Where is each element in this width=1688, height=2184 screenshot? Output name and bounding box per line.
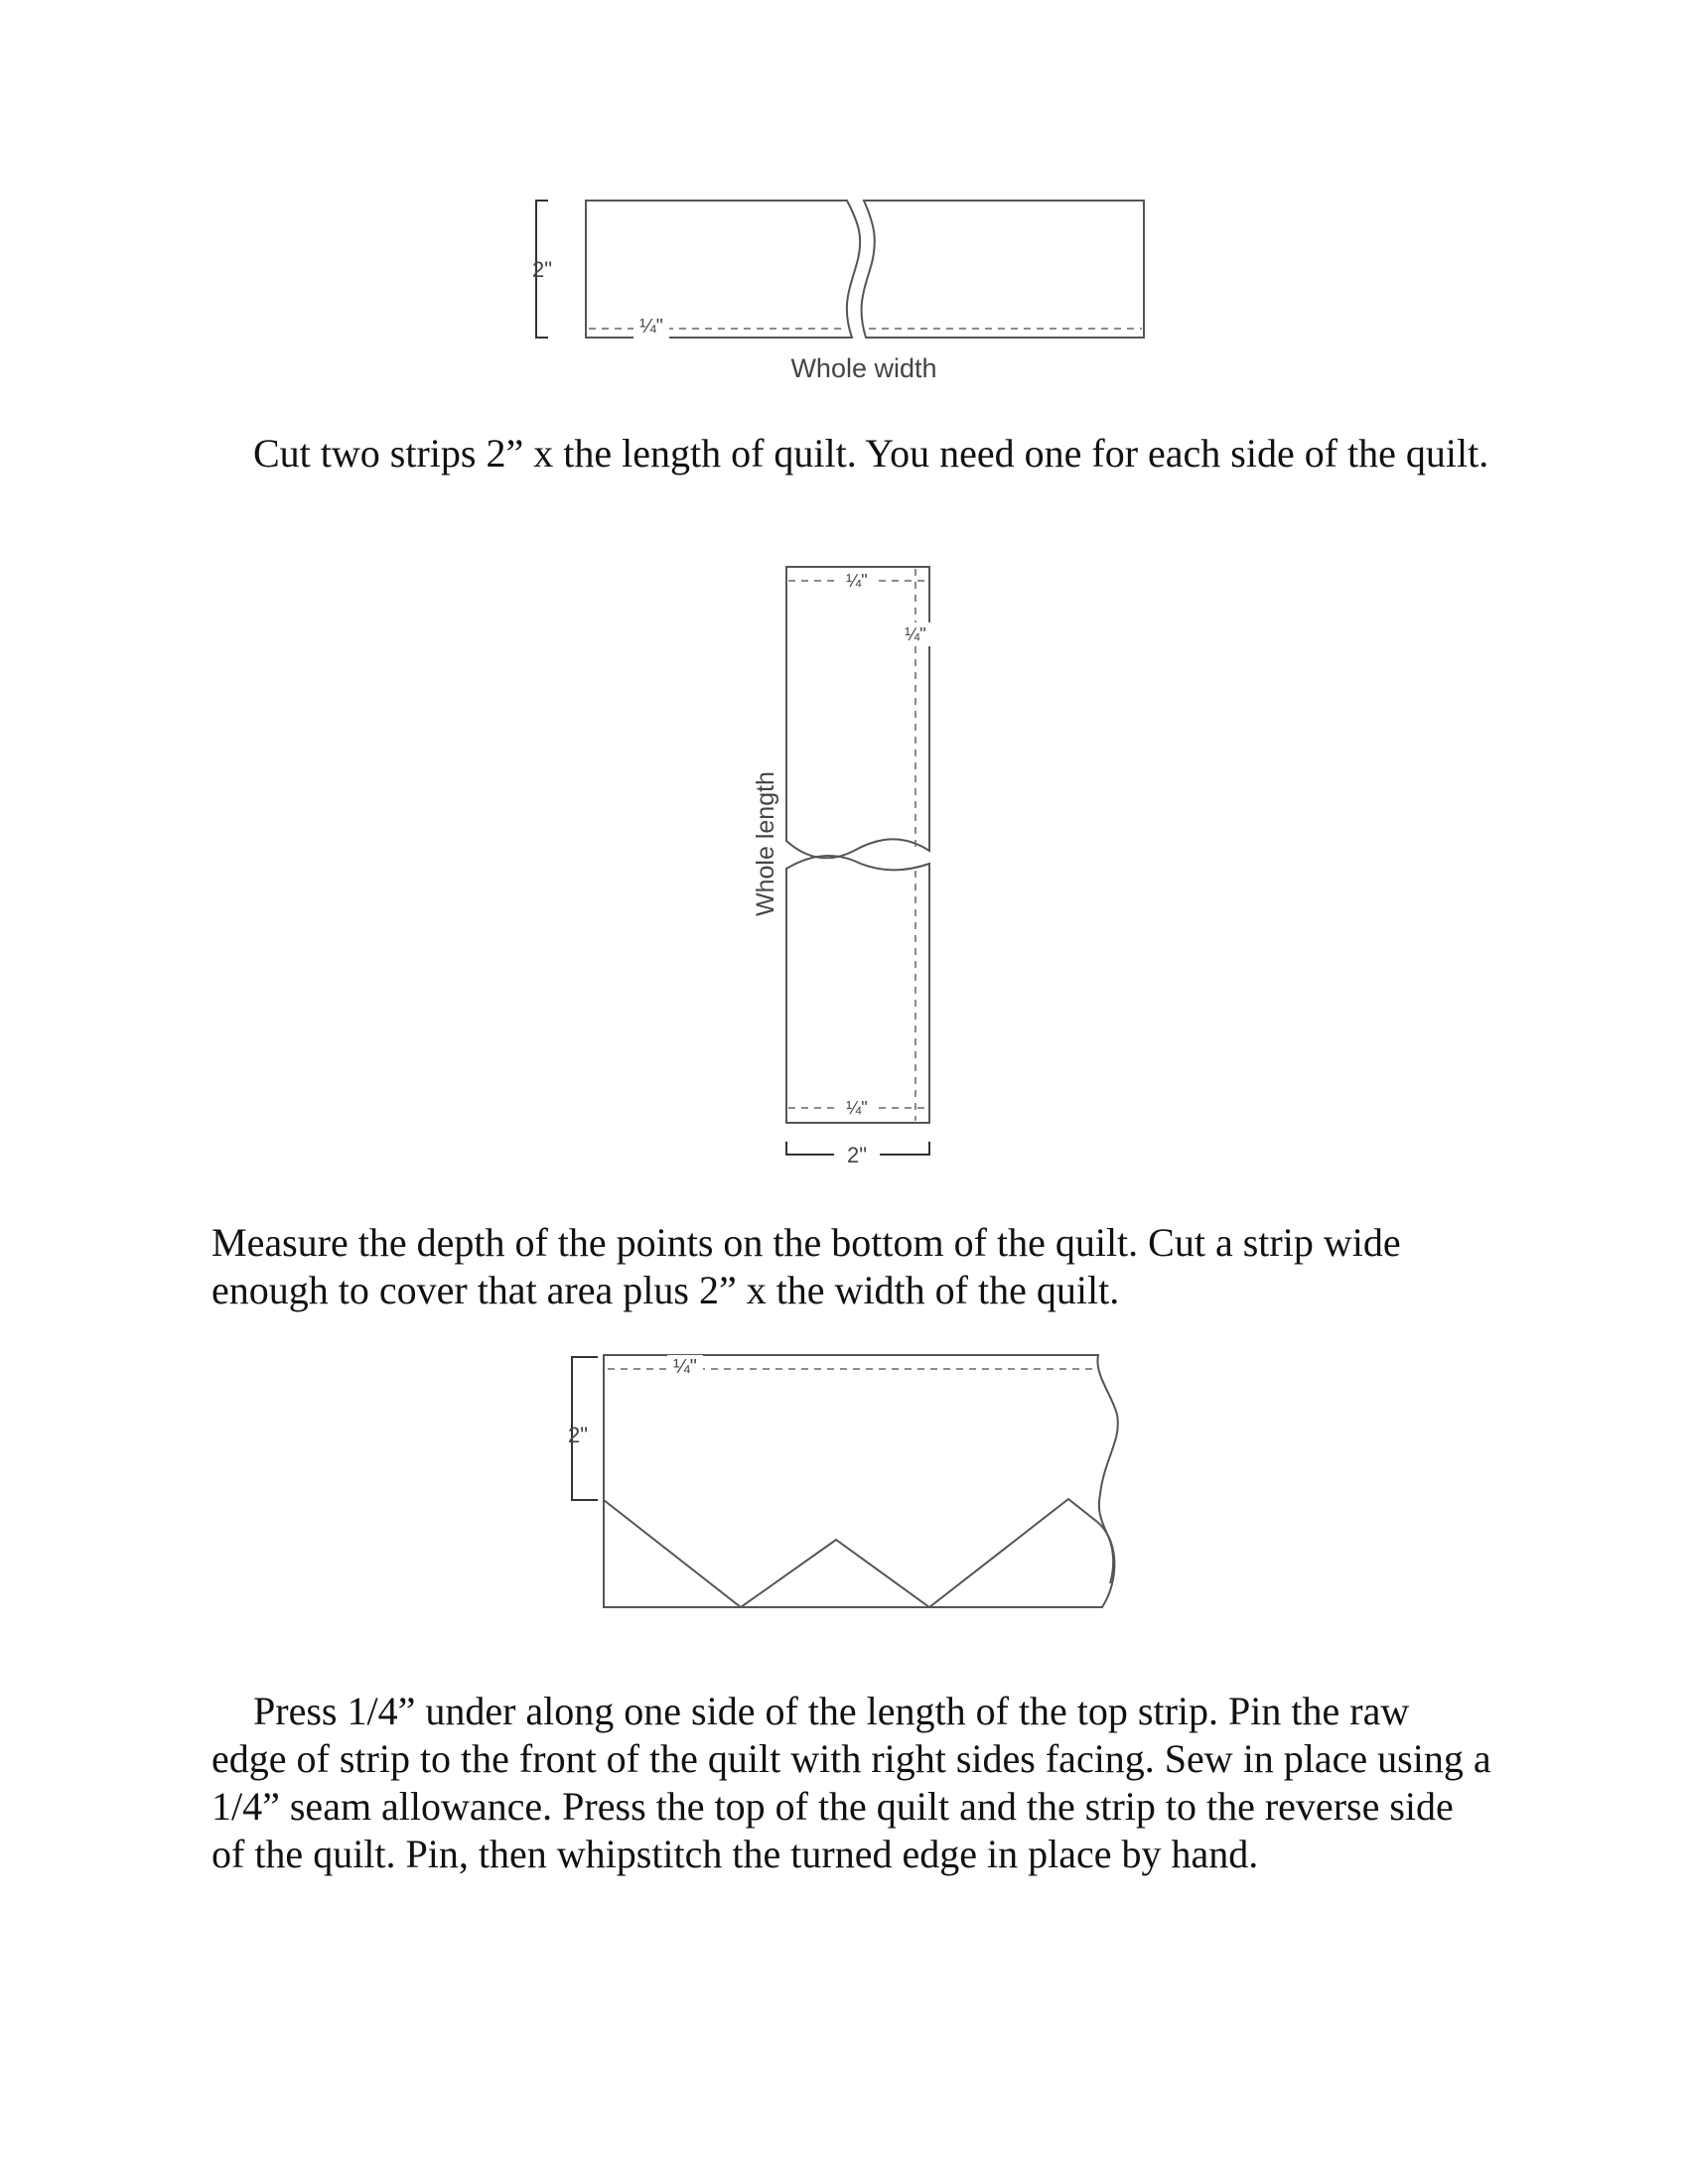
strip-upper-piece bbox=[786, 567, 929, 858]
seam-label: ¼" bbox=[673, 1356, 697, 1378]
quilt-points bbox=[604, 1499, 1097, 1607]
height-label: 2" bbox=[567, 1423, 589, 1447]
paragraph-2: Measure the depth of the points on the bottom of the quilt. Cut a strip wide enough to cover that area plus 2” x the width of the quilt. bbox=[211, 1220, 1401, 1312]
width-label: 2" bbox=[846, 1143, 868, 1167]
paragraph-1: Cut two strips 2” x the length of quilt. You need one for each side of the quilt. bbox=[253, 431, 1489, 476]
strip-left-piece bbox=[586, 201, 860, 338]
height-label: 2" bbox=[531, 257, 553, 282]
seam-top-label: ¼" bbox=[846, 571, 868, 591]
strip-outline bbox=[604, 1355, 1118, 1607]
side-strip-diagram bbox=[745, 561, 943, 1176]
length-label: Whole length bbox=[752, 771, 779, 916]
strip-right-piece bbox=[862, 201, 1144, 338]
seam-bottom-label: ¼" bbox=[846, 1098, 868, 1118]
seam-label: ¼" bbox=[639, 316, 663, 338]
paragraph-3: Press 1/4” under along one side of the length of the top strip. Pin the raw edge of strip to the front of the quilt with right sides facing. Sew in place using a 1/4” seam allowance. Press the top of the quilt and the strip to the reverse side of the quilt. Pin, then whipstitch the turned edge in place by hand. bbox=[211, 1689, 1491, 1876]
width-bracket-right bbox=[880, 1142, 929, 1155]
seam-side-label: ¼" bbox=[905, 624, 926, 644]
width-bracket-left bbox=[786, 1142, 834, 1155]
width-label: Whole width bbox=[790, 353, 937, 383]
top-strip-diagram bbox=[516, 189, 1152, 397]
bottom-strip-diagram bbox=[556, 1345, 1132, 1643]
strip-break-line bbox=[1097, 1522, 1113, 1583]
strip-lower-piece bbox=[786, 856, 929, 1123]
